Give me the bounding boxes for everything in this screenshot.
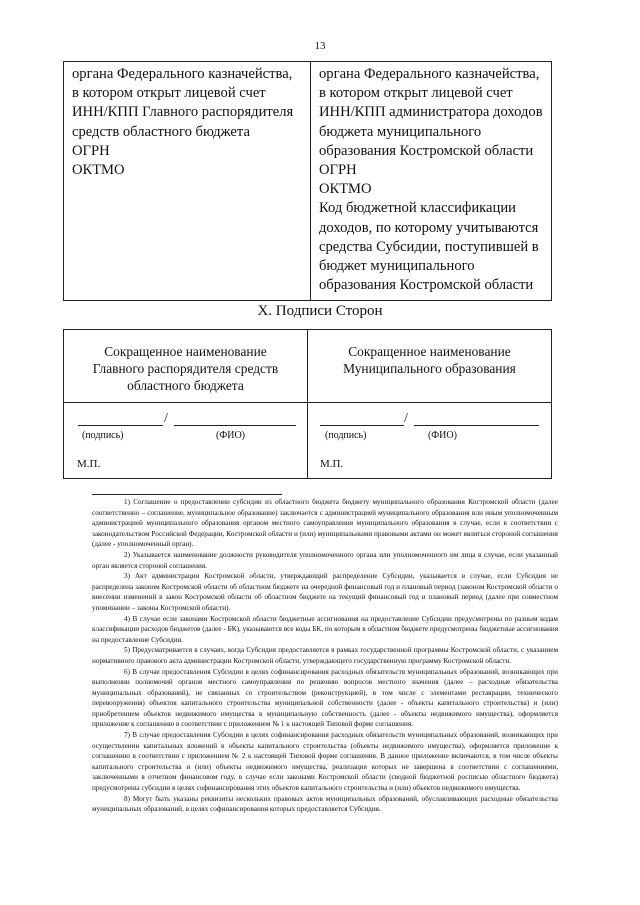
signature-label: (подпись) <box>82 430 124 441</box>
chief-administrator-requisites <box>64 62 311 301</box>
section-title: X. Подписи Сторон <box>257 303 383 319</box>
chief-administrator-signature-block <box>64 403 308 479</box>
footnote-1: 1) Соглашение о предоставлении субсидии из областного бюджета бюджету муниципального образования Костромской области (далее соответственно – соглашение, муниципальное образование) заключается с администрацией муниципального образования или иным уполномоченным администрацией муниципального образования органом местного самоуправления муниципального образования в случае, если в соответствии с законодательством Российской Федерации, Костромской области и (или) муниципальными правовыми актами он может являться стороной соглашения (далее - уполномоченный орган). <box>92 498 558 549</box>
fio-label: (ФИО) <box>216 430 246 441</box>
footnote-3: 3) Акт администрации Костромской области, утверждающий распределение Субсидии, указывается в случае, если Субсидия не распределена законом Костромской области об областном бюджете на очередной финансовый год и плановый период (законом Костромской области о внесении изменений в закон Костромской области об областном бюджете на текущий финансовый год и плановый период (далее при совместном упоминании – законы Костромской области). <box>92 572 558 612</box>
fio-line <box>174 425 296 426</box>
signature-slash: / <box>403 411 408 426</box>
footnote-2: 2) Указывается наименование должности руководителя уполномоченного органа или уполномоченного им лица в случае, если указанный орган является стороной соглашения. <box>92 550 558 570</box>
signature-slash: / <box>164 411 168 426</box>
requisites-table <box>63 61 552 301</box>
footnote-divider <box>92 494 282 495</box>
municipality-header <box>307 330 551 403</box>
footnote-7: 7) В случае предоставления Субсидии в целях софинансирования расходных обязательств муниципальных образований, возникающих при осуществлении капитальных вложений в объекты капитального строительства (объекты недвижимого имущества), оформляется приложение к соглашению в соответствии с приложением № 2 к настоящей Типовой форме соглашения. В данное приложение включаются, в том числе объекты капитального строительства и (или) объекты недвижимого имущества, реализация которых не завершена в соответствии с соглашениями, заключенными в отчетном финансовом году, в случае если законами Костромской области (сводной бюджетной росписью областного бюджета) предусмотрены субсидии в целях софинансирования этих объектов капитального строительства и (или) объектов недвижимого имущества. <box>92 731 558 793</box>
footnote-4: 4) В случае если законами Костромской области бюджетные ассигнования на предоставление Субсидии предусмотрены по разным кодам классификации расходов бюджетов (далее - БК), указываются все коды БК, по которым в областном бюджете предусмотрены бюджетные ассигнования на предоставление Субсидии. <box>92 614 558 644</box>
municipality-header-text: Сокращенное наименование Муниципального образования <box>343 344 516 376</box>
signature-label: (подпись) <box>324 430 367 441</box>
fio-label: (ФИО) <box>427 430 457 441</box>
municipality-requisites-text: органа Федерального казначейства, в котором открыт лицевой счет ИНН/КПП администратора доходов бюджета муниципального образования Костромской области ОГРН ОКТМО Код бюджетной классификации доходов, по которому учитываются средства Субсидии, поступившей в бюджет муниципального образования Костромской области <box>319 66 543 294</box>
footnote-5: 5) Предусматривается в случаях, когда Субсидия предоставляется в рамках государственной программы Костромской области, с указанием нормативного правового акта администрации Костромской области, утверждающего государственную программу Костромской области. <box>92 646 558 665</box>
signature-line <box>320 425 404 426</box>
municipality-signature-block <box>307 403 551 479</box>
municipality-requisites <box>311 62 552 301</box>
footnotes <box>92 497 558 815</box>
page-number: 13 <box>314 40 326 52</box>
chief-administrator-header-text: Сокращенное наименование Главного распорядителя средств областного бюджета <box>92 344 279 393</box>
stamp-label: М.П. <box>77 458 101 470</box>
footnote-8: 8) Могут быть указаны реквизиты нескольких правовых актов муниципальных образований, обуславливающих расходные обязательства муниципальных образований, в целях софинансирования которых предоставляется Субсидия. <box>92 794 558 814</box>
signatures-table <box>63 329 552 479</box>
footnote-6: 6) В случае предоставления Субсидии в целях софинансирования расходных обязательств муниципальных образований, возникающих при выполнении полномочий органов местного самоуправления по решению вопросов местного значения (далее – расходные обязательства муниципальных образований), не связанных со строительством (реконструкцией), в том числе с элементами реставрации, технического перевооружения) объектов капитального строительства муниципальной собственности (далее - объекты капитального строительства) и (или) приобретением объектов недвижимого имущества в муниципальную собственность (далее - объекты недвижимого имущества), оформляется приложение к соглашению в соответствии с приложением № 1 к настоящей Типовой форме соглашения. <box>92 667 558 729</box>
signature-line <box>78 425 163 426</box>
chief-administrator-header <box>64 330 308 403</box>
fio-line <box>414 425 539 426</box>
stamp-label: М.П. <box>319 458 344 470</box>
chief-administrator-requisites-text: органа Федерального казначейства, в котором открыт лицевой счет ИНН/КПП Главного распорядителя средств областного бюджета ОГРН ОКТМО <box>72 66 294 179</box>
